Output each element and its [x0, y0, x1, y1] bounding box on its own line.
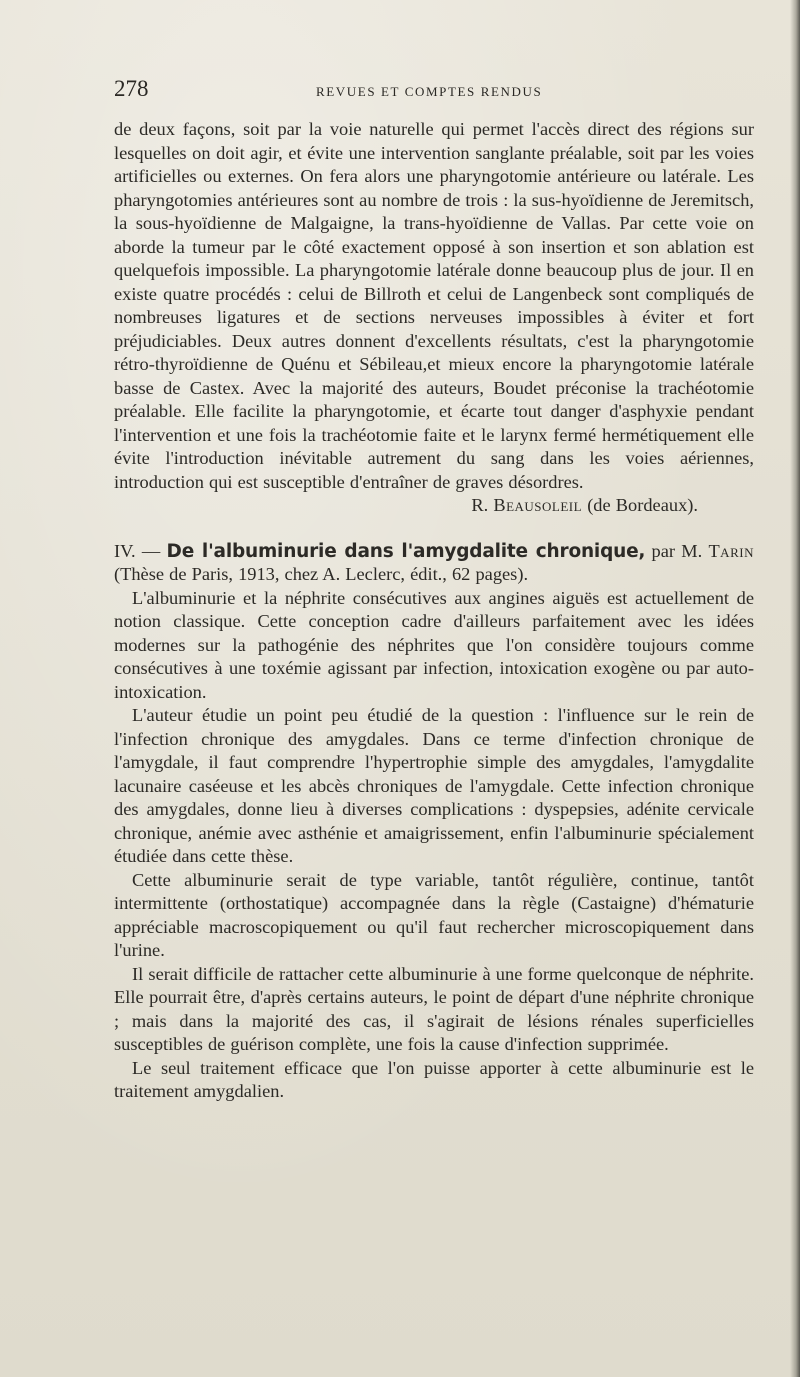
review-1-signature [114, 494, 754, 518]
review-2-paragraph-1: L'albuminurie et la néphrite consécutives aux angines aiguës est actuellement de notion classique. Cette conception cadre d'ailleurs parfaitement avec les idées modernes sur la pathogénie des néphrites que l'on considère toujours comme consécutives à une toxémie agissant par infection, intoxication exogène ou par auto-intoxication. [114, 587, 754, 702]
review-title: De l'albuminurie dans l'amygdalite chronique, [166, 540, 646, 562]
review-2-paragraph-2: L'auteur étudie un point peu étudié de la question : l'influence sur le rein de l'infection chronique des amygdales. Dans ce terme d'infection chronique de l'amygdale, il faut comprendre l'hypertrophie simple des amygdales, l'amygdalite lacunaire caséeuse et les abcès chroniques de l'amygdale. Cette infection chronique des amygdales, donne lieu à diverses complications : dyspepsies, adénite cervicale chronique, anémie avec asthénie et amaigrissement, enfin l'albuminurie spécialement étudiée dans cette thèse. [114, 705, 754, 866]
page-header [114, 76, 754, 106]
review-citation: (Thèse de Paris, 1913, chez A. Leclerc, édit., 62 pages). [114, 564, 529, 584]
review-1-paragraph: de deux façons, soit par la voie naturelle qui permet l'accès direct des régions sur lesquelles on doit agir, et évite une intervention sanglante préalable, soit par les voies artificielles ou externes. On fera alors une pharyngotomie antérieure ou latérale. Les pharyngotomies antérieures sont au nombre de trois : la sus-hyoïdienne de Jeremitsch, la sous-hyoïdienne de Malgaigne, la trans-hyoïdienne de Vallas. Par cette voie on aborde la tumeur par le côté exactement opposé à son insertion et son ablation est quelquefois impossible. La pharyngotomie latérale donne beaucoup plus de jour. Il en existe quatre procédés : celui de Billroth et celui de Langenbeck sont compliqués de nombreuses ligatures et de sections nerveuses impossibles à éviter et fort préjudiciables. Deux autres donnent d'excellents résultats, c'est la pharyngotomie rétro-thyroïdienne de Quénu et Sébileau,et mieux encore la pharyngotomie latérale basse de Castex. Avec la majorité des auteurs, Boudet préconise la trachéotomie préalable. Elle facilite la pharyngotomie, et écarte tout danger d'asphyxie pendant l'intervention et une fois la trachéotomie faite et le larynx fermé hermétiquement elle évite l'introduction inévitable autrement du sang dans les voies aériennes, introduction qui est susceptible d'entraîner de graves désordres. [114, 119, 754, 492]
review-author: Tarin [708, 540, 754, 561]
review-by: par M. [651, 540, 703, 561]
signature-place: (de Bordeaux). [587, 495, 698, 515]
review-2-paragraph-4: Il serait difficile de rattacher cette albuminurie à une forme quelconque de néphrite. Elle pourrait être, d'après certains auteurs, le point de départ d'une néphrite chronique ; mais dans la majorité des cas, il s'agirait de lésions rénales superficielles susceptibles de guérison complète, une fois la cause d'infection supprimée. [114, 963, 754, 1054]
review-2-paragraph-5: Le seul traitement efficace que l'on puisse apporter à cette albuminurie est le traitement amygdalien. [114, 1057, 754, 1101]
page-edge-shadow [790, 0, 800, 1377]
review-2-heading [114, 540, 754, 587]
page-body [114, 118, 754, 1104]
running-head: REVUES ET COMPTES RENDUS [316, 84, 543, 99]
review-2-paragraph-3: Cette albuminurie serait de type variable, tantôt régulière, continue, tantôt intermittente (orthostatique) accompagnée dans la règle (Castaigne) d'hématurie appréciable macroscopiquement ou qu'il faut rechercher microscopiquement dans l'urine. [114, 869, 754, 960]
review-number: IV. — [114, 540, 161, 561]
signature-initial: R. [471, 495, 489, 515]
signature-author: Beausoleil [493, 495, 583, 515]
page-number: 278 [114, 76, 149, 101]
